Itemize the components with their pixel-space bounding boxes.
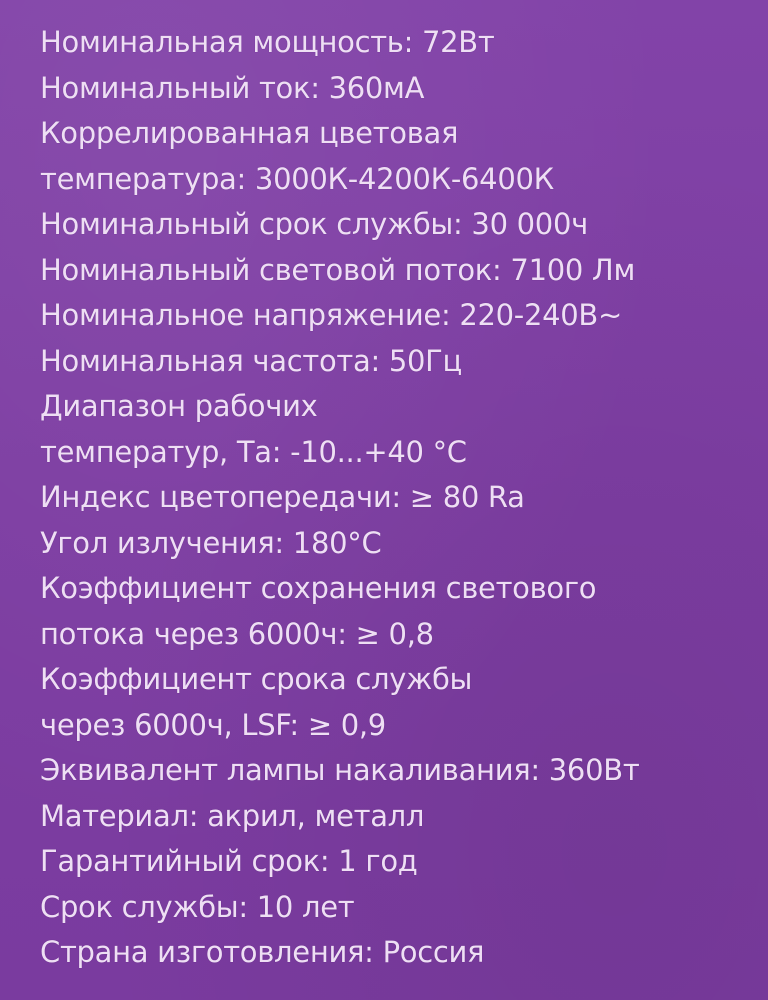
spec-line-luminous-flux: Номинальный световой поток: 7100 Лм: [40, 252, 636, 287]
spec-line-beam-angle: Угол излучения: 180°С: [40, 525, 382, 560]
spec-line-incandescent-equivalent: Эквивалент лампы накаливания: 360Вт: [40, 753, 640, 787]
spec-line-material: Материал: акрил, металл: [40, 798, 425, 833]
spec-line-lifetime-factor-value: через 6000ч, LSF: ≥ 0,9: [40, 707, 386, 742]
spec-line-lifetime-factor: Коэффициент срока службы: [40, 662, 473, 696]
spec-line-color-temperature-values: температура: 3000К-4200К-6400К: [40, 161, 554, 196]
spec-line-operating-range: Диапазон рабочих: [40, 389, 318, 423]
spec-line-operating-temperatures: температур, Та: -10...+40 °С: [40, 434, 467, 469]
spec-line-flux-maintenance-value: потока через 6000ч: ≥ 0,8: [40, 616, 434, 651]
spec-line-flux-maintenance: Коэффициент сохранения светового: [40, 571, 597, 605]
spec-line-color-temperature: Коррелированная цветовая: [40, 116, 459, 150]
spec-line-rated-lifetime: Номинальный срок службы: 30 000ч: [40, 207, 588, 241]
spec-line-rated-current: Номинальный ток: 360мА: [40, 70, 425, 105]
spec-line-warranty: Гарантийный срок: 1 год: [40, 844, 418, 878]
spec-line-rated-frequency: Номинальная частота: 50Гц: [40, 343, 462, 378]
spec-list: [40, 20, 746, 976]
spec-line-country-of-origin: Страна изготовления: Россия: [40, 935, 485, 969]
spec-line-service-life: Срок службы: 10 лет: [40, 889, 355, 924]
spec-line-rated-voltage: Номинальное напряжение: 220-240В~: [40, 298, 623, 332]
spec-line-rated-power: Номинальная мощность: 72Вт: [40, 25, 495, 59]
spec-line-color-rendering-index: Индекс цветопередачи: ≥ 80 Ra: [40, 480, 525, 514]
